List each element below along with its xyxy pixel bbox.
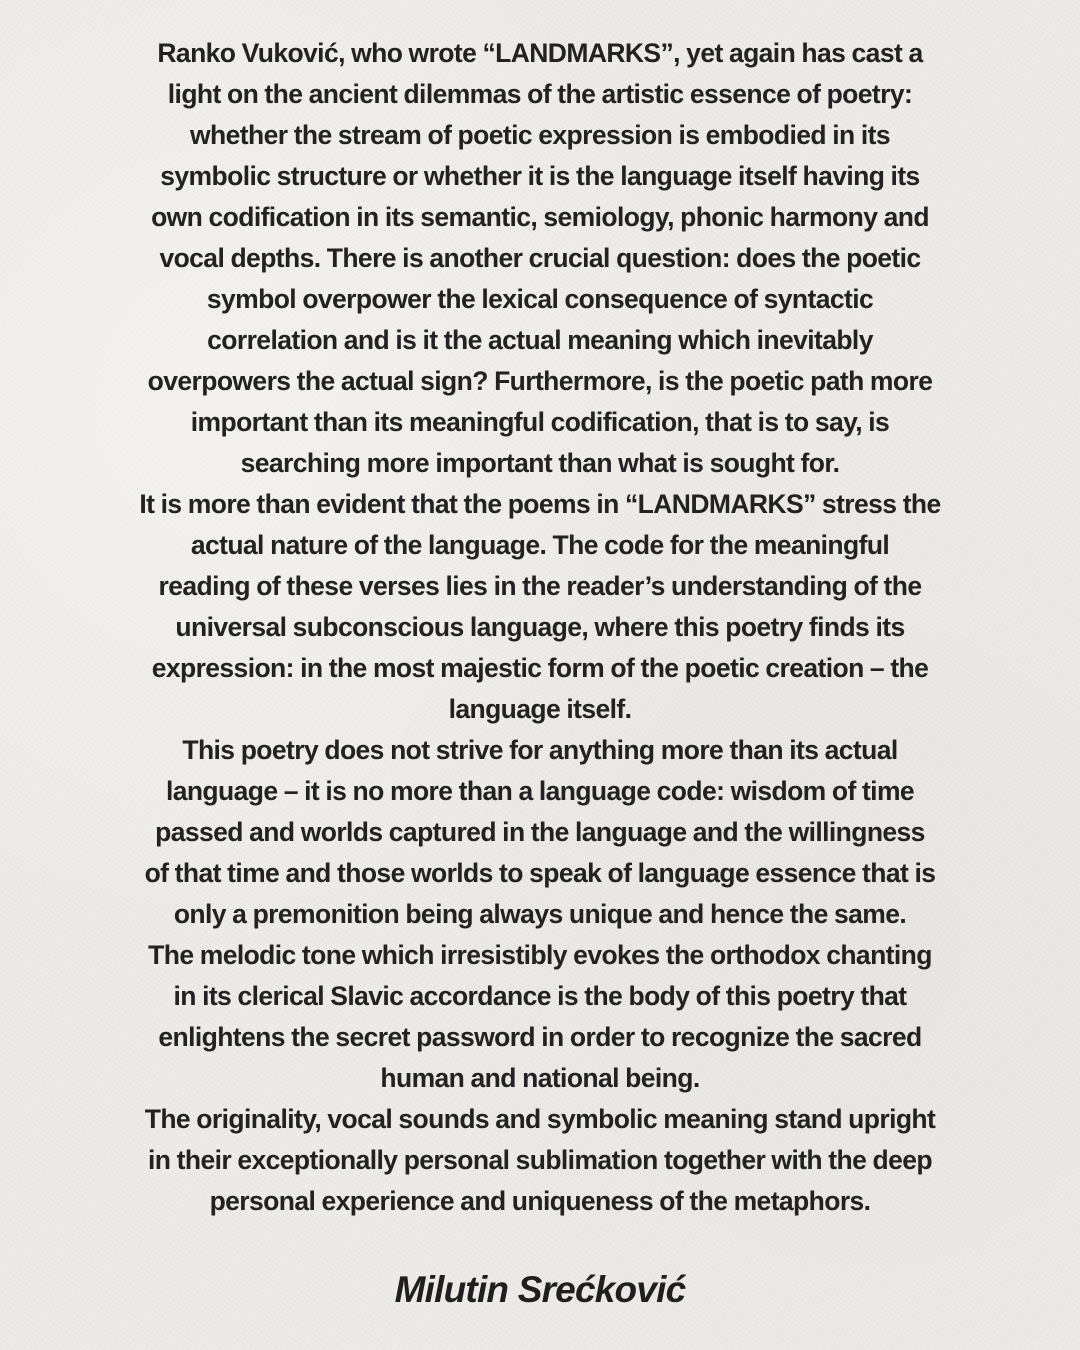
paragraph-4	[60, 935, 1020, 1099]
text-line: in its clerical Slavic accordance is the body of this poetry that	[173, 981, 907, 1011]
text-line: human and national being.	[380, 1063, 700, 1093]
text-line: whether the stream of poetic expression is embodied in its	[190, 120, 890, 150]
text-line: vocal depths. There is another crucial question: does the poetic	[159, 243, 921, 273]
text-line: enlightens the secret password in order to recognize the sacred	[158, 1022, 922, 1052]
text-line: overpowers the actual sign? Furthermore, is the poetic path more	[147, 366, 933, 396]
text-line: This poetry does not strive for anything more than its actual	[182, 735, 898, 765]
text-line: own codification in its semantic, semiology, phonic harmony and	[151, 202, 929, 232]
paragraph-1	[60, 33, 1020, 484]
review-body	[60, 33, 1020, 1222]
paragraph-2	[60, 484, 1020, 730]
text-line: in their exceptionally personal sublimation together with the deep	[148, 1145, 932, 1175]
text-line: searching more important than what is sought for.	[240, 448, 840, 478]
text-line: personal experience and uniqueness of the metaphors.	[209, 1186, 871, 1216]
text-line: light on the ancient dilemmas of the artistic essence of poetry:	[167, 79, 913, 109]
text-line: of that time and those worlds to speak of language essence that is	[144, 858, 936, 888]
text-line: language – it is no more than a language code: wisdom of time	[165, 776, 915, 806]
text-line: symbolic structure or whether it is the language itself having its	[160, 161, 920, 191]
text-line: universal subconscious language, where this poetry finds its	[175, 612, 905, 642]
text-line: language itself.	[448, 694, 632, 724]
paragraph-5	[60, 1099, 1020, 1222]
paragraph-3	[60, 730, 1020, 935]
text-line: expression: in the most majestic form of the poetic creation – the	[151, 653, 929, 683]
text-line: symbol overpower the lexical consequence of syntactic	[206, 284, 874, 314]
text-line: Ranko Vuković, who wrote “LANDMARKS”, yet again has cast a	[157, 38, 923, 68]
text-line: correlation and is it the actual meaning which inevitably	[207, 325, 873, 355]
text-line: important than its meaningful codification, that is to say, is	[190, 407, 890, 437]
text-line: The melodic tone which irresistibly evokes the orthodox chanting	[148, 940, 932, 970]
text-line: actual nature of the language. The code for the meaningful	[190, 530, 890, 560]
text-line: The originality, vocal sounds and symbolic meaning stand upright	[144, 1104, 936, 1134]
text-line: It is more than evident that the poems in “LANDMARKS” stress the	[139, 489, 941, 519]
text-line: passed and worlds captured in the language and the willingness	[155, 817, 925, 847]
author-signature: Milutin Srećković	[394, 1269, 686, 1310]
text-line: reading of these verses lies in the reader’s understanding of the	[158, 571, 922, 601]
text-line: only a premonition being always unique and hence the same.	[173, 899, 907, 929]
